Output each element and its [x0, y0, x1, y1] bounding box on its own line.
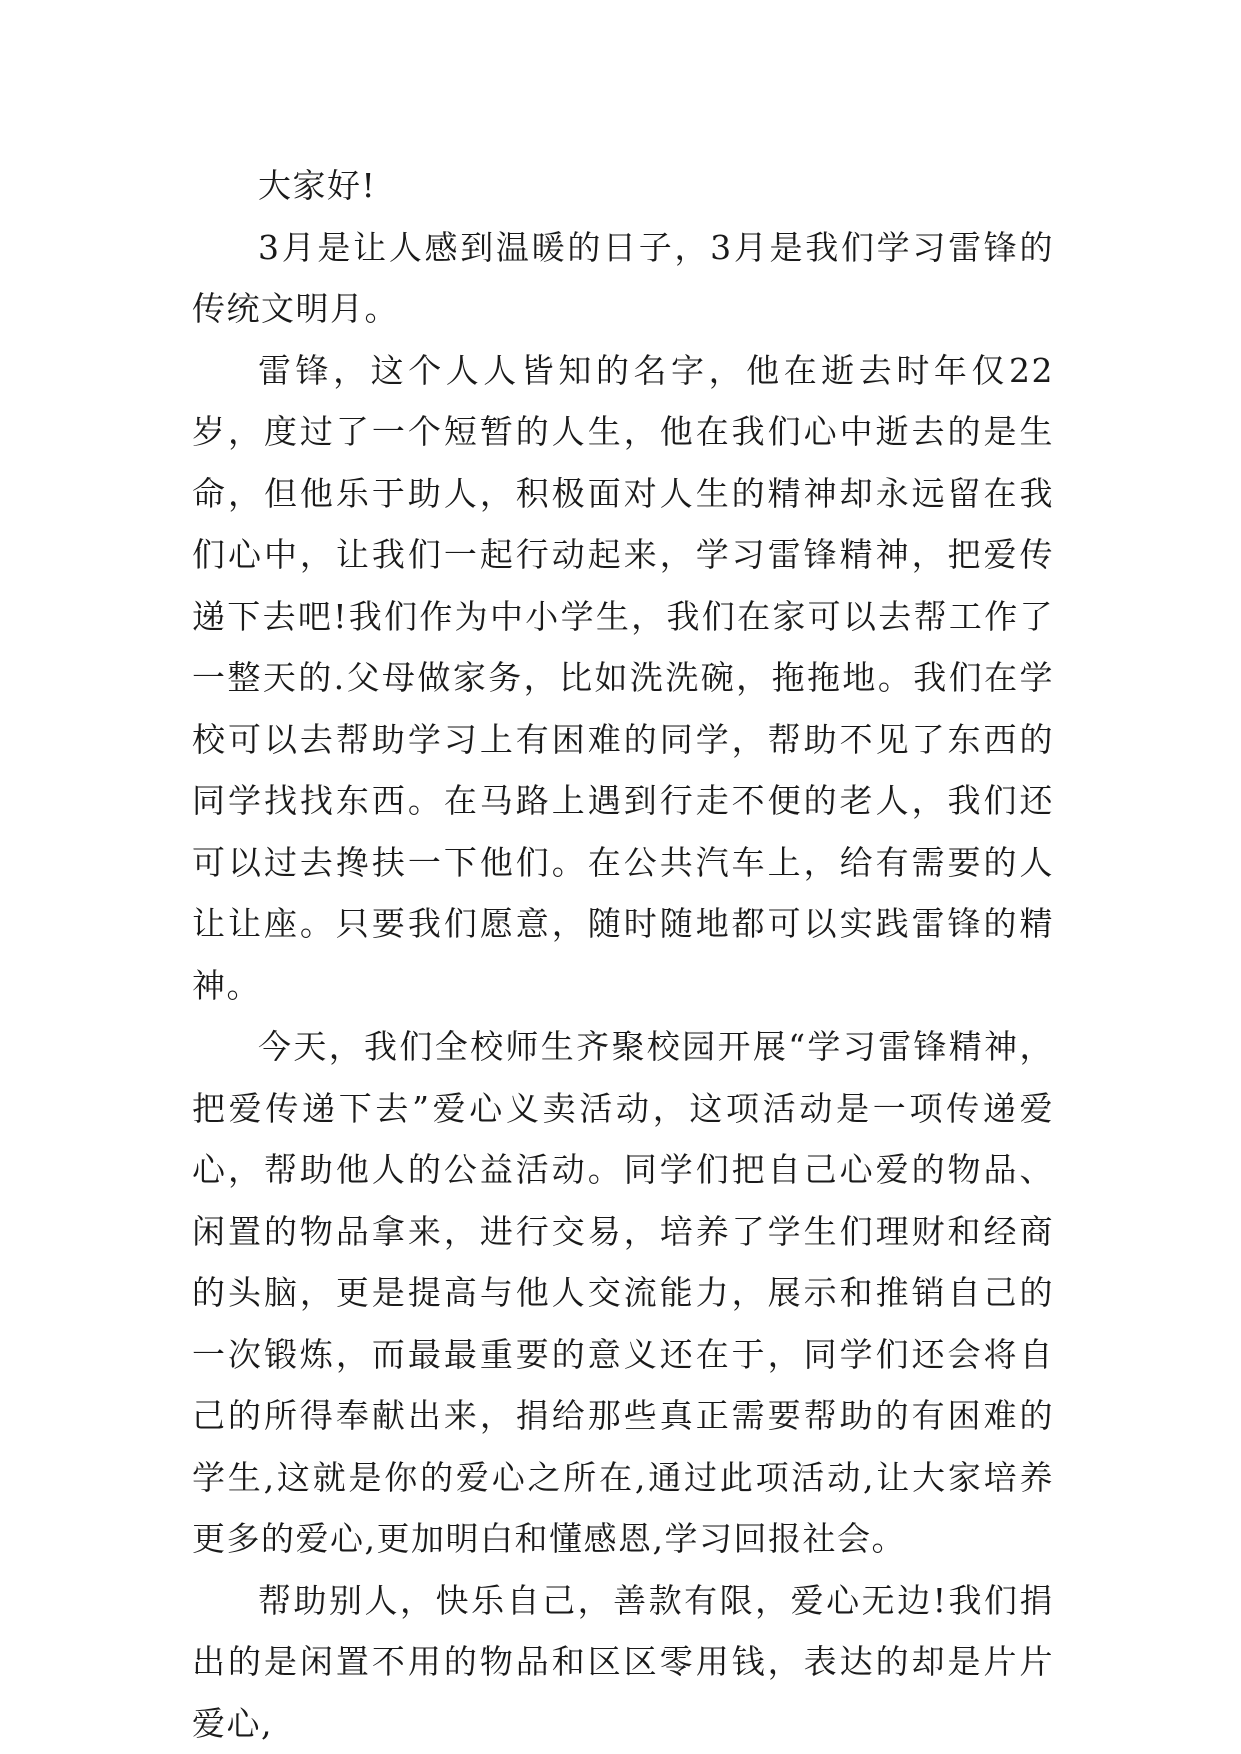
paragraph-intro: 3月是让人感到温暖的日子，3月是我们学习雷锋的传统文明月。 [192, 227, 1054, 328]
paragraph-greeting: 大家好! [258, 166, 377, 205]
document-body [192, 155, 1054, 1754]
paragraph-closing: 帮助别人，快乐自己，善款有限，爱心无边!我们捐出的是闲置不用的物品和区区零用钱，表达的却是片片爱心, [192, 1580, 1054, 1743]
paragraph-charity-sale: 今天，我们全校师生齐聚校园开展“学习雷锋精神，把爱传递下去”爱心义卖活动，这项活动是一项传递爱心，帮助他人的公益活动。同学们把自己心爱的物品、闲置的物品拿来，进行交易，培养了学生们理财和经商的头脑，更是提高与他人交流能力，展示和推销自己的一次锻炼，而最最重要的意义还在于，同学们还会将自己的所得奉献出来，捐给那些真正需要帮助的有困难的学生,这就是你的爱心之所在,通过此项活动,让大家培养更多的爱心,更加明白和懂感恩,学习回报社会。 [192, 1027, 1054, 1558]
paragraph-leifeng: 雷锋，这个人人皆知的名字，他在逝去时年仅22岁，度过了一个短暂的人生，他在我们心中逝去的是生命，但他乐于助人，积极面对人生的精神却永远留在我们心中，让我们一起行动起来，学习雷锋精神，把爱传递下去吧!我们作为中小学生，我们在家可以去帮工作了一整天的.父母做家务，比如洗洗碗，拖拖地。我们在学校可以去帮助学习上有困难的同学，帮助不见了东西的同学找找东西。在马路上遇到行走不便的老人，我们还可以过去搀扶一下他们。在公共汽车上，给有需要的人让让座。只要我们愿意，随时随地都可以实践雷锋的精神。 [192, 350, 1054, 1005]
